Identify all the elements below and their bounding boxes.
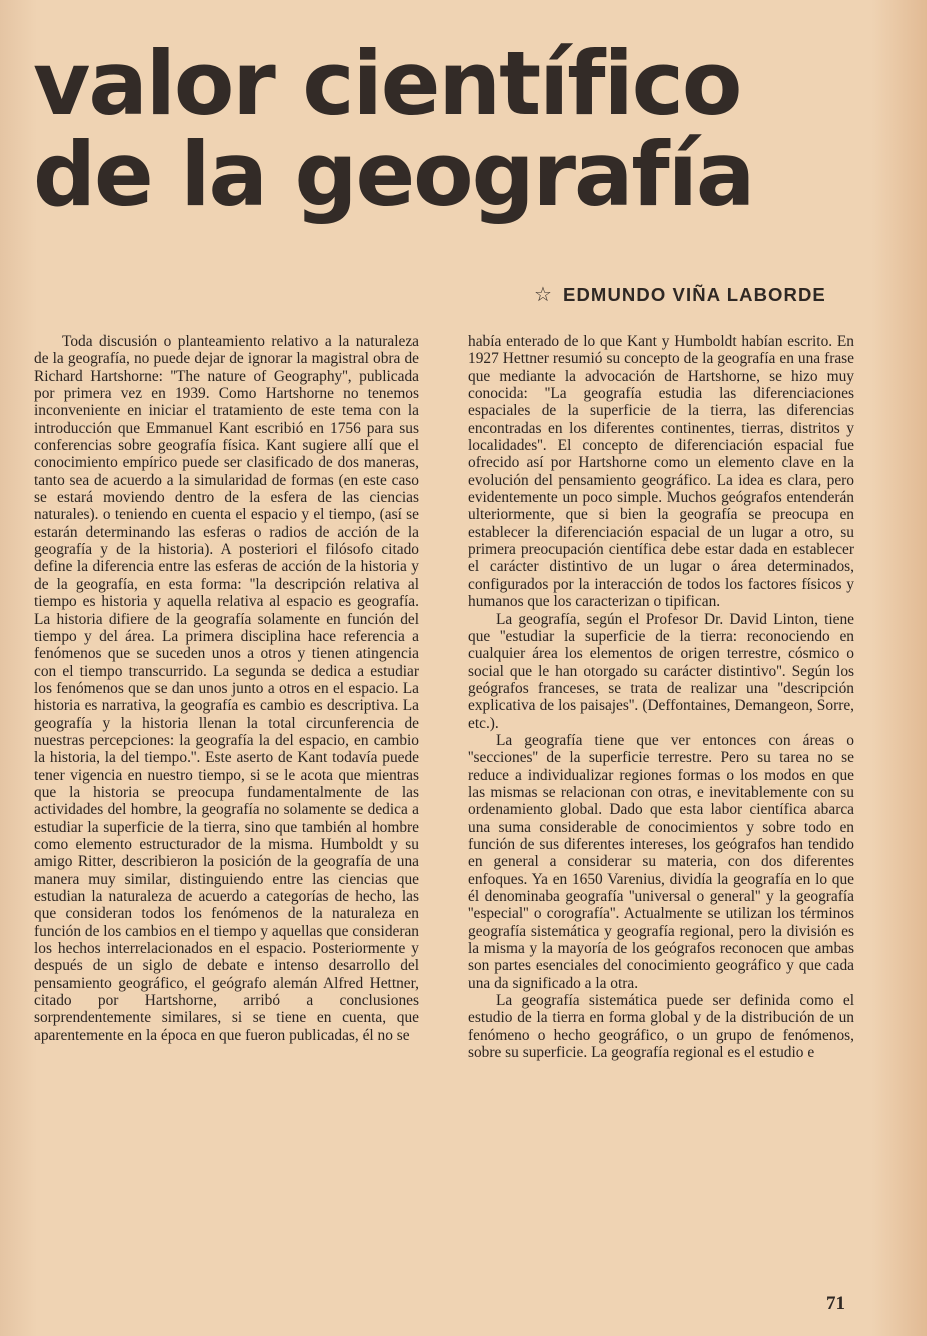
title-line-1: valor científico [33, 32, 741, 135]
author-name: EDMUNDO VIÑA LABORDE [563, 284, 826, 305]
paragraph: La geografía sistemática puede ser definida como el estudio de la tierra en forma global y de la distribución de un fenómeno o hecho geográfico, o un grupo de fenómenos, sobre su superficie. La geografía regional es el estudio e [468, 992, 854, 1062]
author-byline [534, 282, 826, 307]
paragraph: La geografía tiene que ver entonces con áreas o ''secciones'' de la superficie terrestre. Pero su tarea no se reduce a individualizar regiones formas o los modos en que las mismas se relacionan con otras, e inevitablemente con su ordenamiento global. Dado que esta labor científica abarca una suma considerable de conocimientos y sobre todo en función de sus diferentes intereses, los geógrafos han tendido en general a considerar su materia, con dos diferentes enfoques. Ya en 1650 Varenius, dividía la geografía en lo que él denominaba geografía ''universal o general'' y la geografía ''especial'' o corografía''. Actualmente se utilizan los términos geografía sistemática y geografía regional, pero la división es la misma y la mayoría de los geógrafos reconocen que ambas son partes esenciales del conocimiento geográfico y que cada una da significado a la otra. [468, 731, 854, 992]
paragraph: Toda discusión o planteamiento relativo a la naturaleza de la geografía, no puede dejar de ignorar la magistral obra de Richard Hartshorne: ''The nature of Geography'', publicada por primera vez en 1939. Como Hartshorne no tenemos inconveniente en iniciar el tratamiento de este tema con la introducción que Emmanuel Kant escribió en 1756 para sus conferencias sobre geografía física. Kant sugiere allí que el conocimiento empírico puede ser clasificado de dos maneras, tanto sea de acuerdo a la simularidad de formas (en este caso se estará moviendo dentro de la esfera de las ciencias naturales). o teniendo en cuenta el espacio y el tiempo, (así se estarán determinando las esferas o radios de acción de la geografía y de la historia). A posteriori el filósofo citado define la diferencia entre las esferas de acción de la historia y de la geografía, en esta forma: ''la descripción relativa al tiempo es historia y aquella relativa al espacio es geografía. La historia difiere de la geografía solamente en función del tiempo y del área. La primera disciplina hace referencia a fenómenos que se suceden unos a otros y tienen atingencia con el tiempo transcurrido. La segunda se dedica a estudiar los fenómenos que se dan unos junto a otros en el espacio. La historia es narrativa, la geografía es cambio es descriptiva. La geografía y la historia llenan la total circunferencia de nuestras percepciones: la geografía la del espacio, en cambio la historia, la del tiempo.''. Este aserto de Kant todavía puede tener vigencia en nuestro tiempo, si se le acota que mientras que la historia se preocupa fundamentalmente de las actividades del hombre, la geografía no solamente se dedica a estudiar la superficie de la tierra, sino que también al hombre como elemento estructurador de la misma. Humboldt y su amigo Ritter, describieron la posición de la geografía de una manera muy similar, distinguiendo entre las ciencias que estudian la naturaleza de acuerdo a categorías de hecho, las que consideran todos los fenómenos de la naturaleza en función de los cambios en el tiempo y aquellas que consideran los hechos interrelacionados en el espacio. Posteriormente y después de un siglo de debate e intenso desarrollo del pensamiento geográfico, el geógrafo alemán Alfred Hettner, citado por Hartshorne, arribó a conclusiones sorprendentemente similares, si se tiene en cuenta, que aparentemente en la época en que fueron publicadas, él no se [34, 333, 419, 1044]
paragraph-continued: había enterado de lo que Kant y Humboldt habían escrito. En 1927 Hettner resumió su concepto de la geografía en una frase que mediante la advocación de Hartshorne, se hizo muy conocida: ''La geografía estudia las diferenciaciones espaciales de la superficie de la tierra, las diferencias encontradas en los diferentes continentes, tierras, distritos y localidades''. El concepto de diferenciación espacial fue ofrecido así por Hartshorne como un elemento clave en la evolución del pensamiento geográfico. La idea es clara, pero evidentemente un poco simple. Muchos geógrafos entenderán ulteriormente, que si bien la geografía se preocupa en establecer la diferenciación espacial de un lugar a otro, su primera preocupación científica debe estar dada en establecer el carácter distintivo de un lugar o área determinados, configurados por la interacción de todos los factores físicos y humanos que los caracterizan o tipifican. [468, 333, 854, 611]
paragraph: La geografía, según el Profesor Dr. David Linton, tiene que ''estudiar la superficie de la tierra: reconociendo en cualquier área los elementos de origen terrestre, cósmico o social que le han otorgado su carácter distintivo''. Según los geógrafos franceses, se trata de realizar una ''descripción explicativa de los paisajes''. (Deffontaines, Demangeon, Sorre, etc.). [468, 610, 854, 732]
left-column [34, 333, 419, 1044]
right-column [468, 333, 854, 1061]
page-number: 71 [826, 1293, 845, 1314]
star-outline-icon: ☆ [534, 284, 554, 306]
title-line-2: de la geografía [33, 123, 754, 226]
article-title [33, 32, 754, 226]
